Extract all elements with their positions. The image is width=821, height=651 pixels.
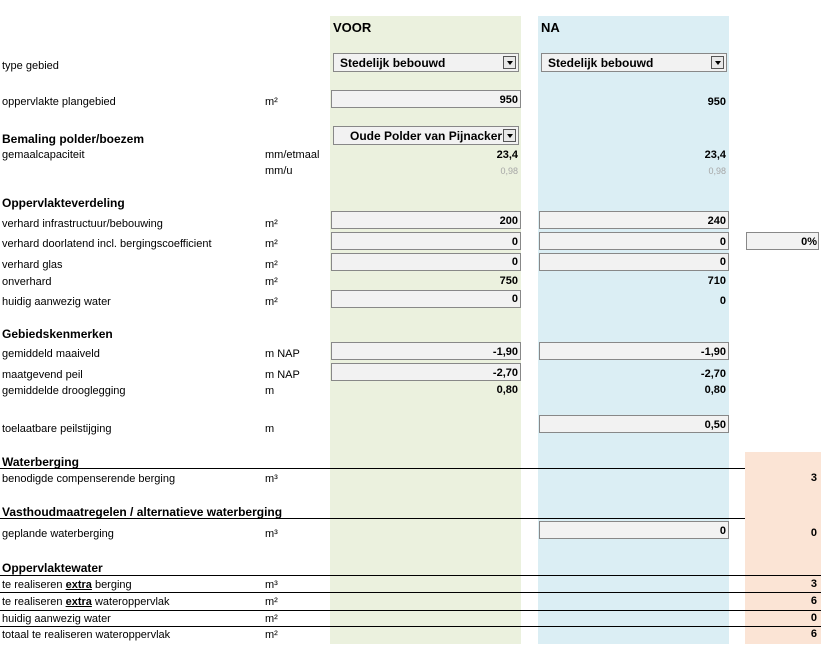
maatgevend-peil-voor-value: -2,70 [492, 367, 518, 379]
polder-value: Oude Polder van Pijnacker [350, 129, 503, 143]
compenserende-berging-label: benodigde compenserende berging [2, 473, 176, 485]
verhard-infra-unit: m² [265, 218, 278, 230]
drooglegging-na-value: 0,80 [704, 384, 726, 396]
geplande-waterberging-unit: m³ [265, 528, 278, 540]
oppervlakte-na-value: 950 [707, 96, 726, 108]
totaal-wateroppervlak-value: 6 [810, 628, 817, 640]
maaiveld-na-value: -1,90 [700, 346, 726, 358]
huidig-water-label: huidig aanwezig water [2, 296, 111, 308]
na-column [538, 16, 729, 644]
geplande-waterberging-label: geplande waterberging [2, 528, 114, 540]
section-divider [0, 518, 745, 519]
chevron-down-icon[interactable] [711, 56, 724, 69]
extra-berging-label: te realiseren extra berging [2, 579, 132, 591]
gemaal-voor-uur: 0,98 [500, 166, 518, 176]
onverhard-label: onverhard [2, 276, 52, 288]
toelaatbaar-na-value: 0,50 [704, 419, 726, 431]
type-gebied-voor-value: Stedelijk bebouwd [340, 56, 446, 70]
toelaatbaar-unit: m [265, 423, 275, 435]
geplande-waterberging-value: 0 [810, 527, 817, 539]
huidig-aanwezig-water-value: 0 [810, 612, 817, 624]
chevron-down-icon[interactable] [503, 129, 516, 142]
oppervlakteverdeling-title: Oppervlakteverdeling [2, 196, 125, 210]
oppervlakte-label: oppervlakte plangebied [2, 96, 116, 108]
maaiveld-voor-value: -1,90 [492, 346, 518, 358]
extra-wateroppervlak-label: te realiseren extra wateroppervlak [2, 596, 170, 608]
verhard-infra-na-value: 240 [707, 215, 726, 227]
onverhard-na-value: 710 [707, 275, 726, 287]
gebiedskenmerken-title: Gebiedskenmerken [2, 327, 113, 341]
drooglegging-label: gemiddelde drooglegging [2, 385, 126, 397]
extra-berging-unit: m³ [265, 579, 278, 591]
gemaal-na-uur: 0,98 [708, 166, 726, 176]
totaal-wateroppervlak-label: totaal te realiseren wateroppervlak [2, 629, 171, 641]
verhard-infra-voor-value: 200 [499, 215, 518, 227]
verhard-infra-label: verhard infrastructuur/bebouwing [2, 218, 163, 230]
waterberging-title: Waterberging [2, 455, 79, 469]
huidig-aanwezig-water-label: huidig aanwezig water [2, 613, 111, 625]
toelaatbaar-label: toelaatbare peilstijging [2, 423, 112, 435]
chevron-down-icon[interactable] [503, 56, 516, 69]
huidig-water-unit: m² [265, 296, 278, 308]
verhard-glas-unit: m² [265, 259, 278, 271]
verhard-doorlatend-unit: m² [265, 238, 278, 250]
bergingscoefficient-value: 0% [801, 236, 817, 248]
extra-berging-value: 3 [810, 578, 817, 590]
oppervlaktewater-title: Oppervlaktewater [2, 561, 103, 575]
verhard-glas-na-value: 0 [719, 256, 726, 268]
verhard-doorlatend-na-value: 0 [719, 236, 726, 248]
gemaal-label: gemaalcapaciteit [2, 149, 85, 161]
row-divider [0, 592, 821, 593]
compenserende-berging-unit: m³ [265, 473, 278, 485]
verhard-glas-voor-value: 0 [511, 256, 518, 268]
type-gebied-voor-select[interactable] [333, 53, 519, 72]
oppervlakte-voor-value: 950 [499, 94, 518, 106]
type-gebied-na-value: Stedelijk bebouwd [548, 56, 654, 70]
drooglegging-voor-value: 0,80 [496, 384, 518, 396]
section-divider [0, 575, 821, 576]
maaiveld-unit: m NAP [265, 348, 300, 360]
header-na: NA [541, 20, 560, 35]
drooglegging-unit: m [265, 385, 275, 397]
extra-wateroppervlak-unit: m² [265, 596, 278, 608]
huidig-water-na-value: 0 [719, 295, 726, 307]
compenserende-berging-value: 3 [810, 472, 817, 484]
type-gebied-na-select[interactable] [541, 53, 727, 72]
bemaling-title: Bemaling polder/boezem [2, 132, 145, 146]
verhard-doorlatend-label: verhard doorlatend incl. bergingscoefficient [2, 238, 212, 250]
oppervlakte-unit: m² [265, 96, 278, 108]
totaal-wateroppervlak-unit: m² [265, 629, 278, 641]
extra-wateroppervlak-value: 6 [810, 595, 817, 607]
maatgevend-peil-label: maatgevend peil [2, 369, 83, 381]
gemaal-unit-etmaal: mm/etmaal [265, 149, 320, 161]
onverhard-unit: m² [265, 276, 278, 288]
gemaal-na-etmaal: 23,4 [704, 149, 726, 161]
type-gebied-label: type gebied [2, 60, 59, 72]
gemaal-unit-uur: mm/u [265, 165, 293, 177]
row-divider [0, 626, 821, 627]
section-divider [0, 468, 745, 469]
geplande-waterberging-na-value: 0 [719, 525, 726, 537]
gemaal-voor-etmaal: 23,4 [496, 149, 518, 161]
huidig-water-voor-value: 0 [511, 293, 518, 305]
row-divider [0, 610, 821, 611]
vasthoud-title: Vasthoudmaatregelen / alternatieve waterberging [2, 505, 283, 519]
polder-select[interactable] [333, 126, 519, 145]
header-voor: VOOR [333, 20, 372, 35]
maaiveld-label: gemiddeld maaiveld [2, 348, 100, 360]
voor-column [330, 16, 521, 644]
onverhard-voor-value: 750 [499, 275, 518, 287]
verhard-glas-label: verhard glas [2, 259, 63, 271]
maatgevend-peil-na-value: -2,70 [700, 368, 726, 380]
huidig-aanwezig-water-unit: m² [265, 613, 278, 625]
maatgevend-peil-unit: m NAP [265, 369, 300, 381]
verhard-doorlatend-voor-value: 0 [511, 236, 518, 248]
